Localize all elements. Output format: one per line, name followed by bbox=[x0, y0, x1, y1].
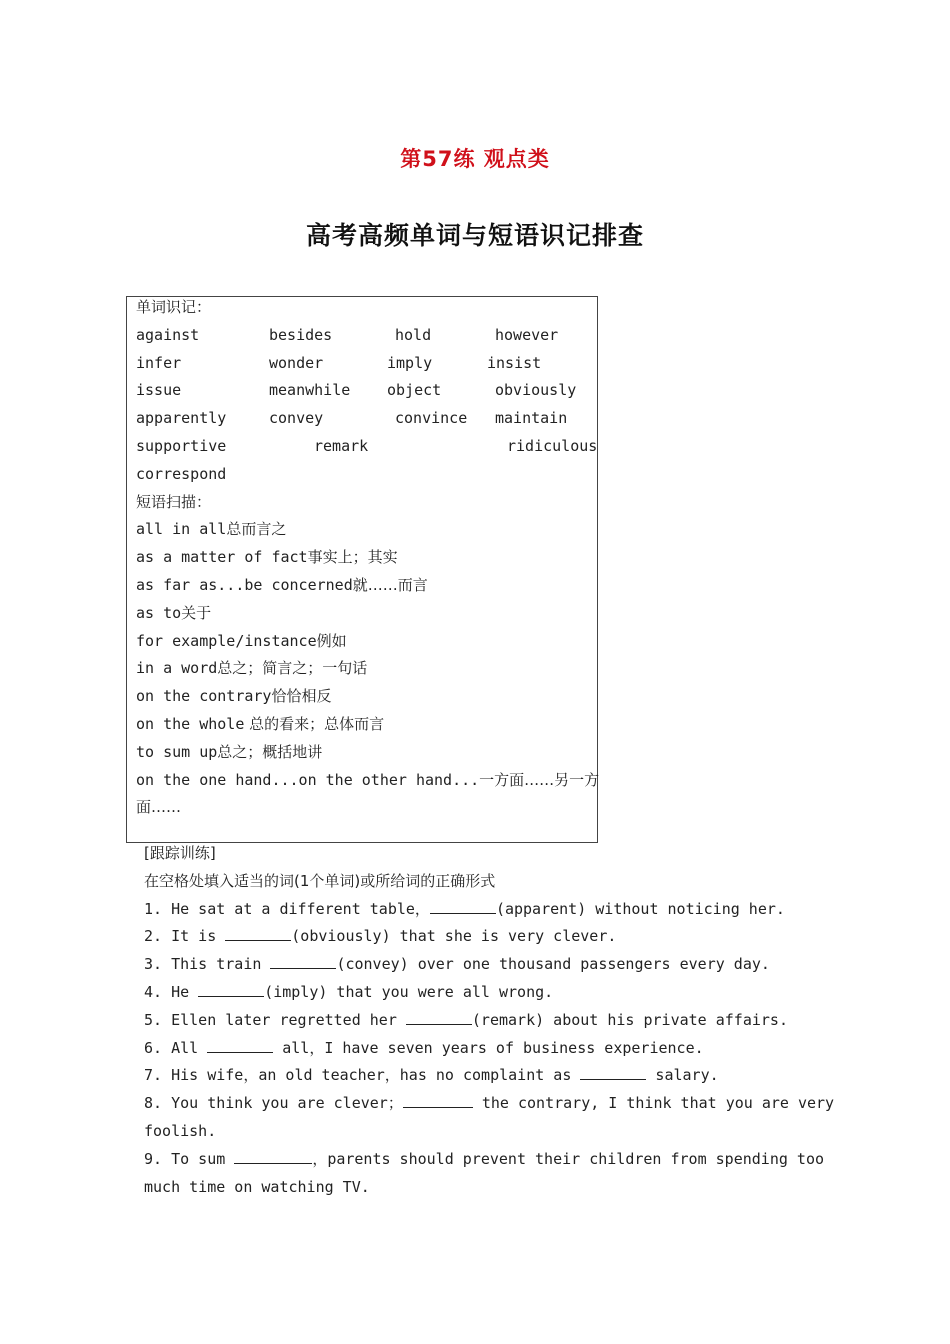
exercise-text: much time on watching TV. bbox=[144, 1177, 370, 1196]
vocab-word: against bbox=[136, 325, 200, 344]
vocab-word: issue bbox=[136, 381, 182, 400]
phrase-chinese: 例如 bbox=[316, 631, 347, 650]
phrase-chinese: 面…… bbox=[136, 798, 182, 817]
answer-blank[interactable] bbox=[225, 926, 291, 941]
answer-blank[interactable] bbox=[234, 1149, 312, 1164]
phrase-row bbox=[136, 547, 398, 567]
phrase-english: as a matter of fact bbox=[136, 548, 308, 567]
exercise-text: the contrary, I think that you are very bbox=[472, 1094, 835, 1113]
vocab-word: obviously bbox=[495, 381, 577, 400]
phrase-chinese: 一方面……另一方 bbox=[479, 770, 600, 789]
phrase-row bbox=[136, 770, 599, 790]
exercise-text: 1. He sat at a different table， bbox=[144, 899, 430, 918]
phrase-row bbox=[136, 714, 384, 734]
exercise-item bbox=[144, 1093, 834, 1113]
exercise-text: 5. Ellen later regretted her bbox=[144, 1010, 406, 1029]
vocab-word: supportive bbox=[136, 437, 227, 455]
exercise-item bbox=[144, 954, 770, 974]
exercise-text: (apparent) without noticing her. bbox=[495, 899, 785, 918]
exercise-text: ，parents should prevent their children from spending too bbox=[312, 1149, 825, 1168]
vocab-word: wonder bbox=[269, 353, 324, 372]
phrase-english: on the contrary bbox=[136, 687, 272, 706]
phrase-label: 短语扫描： bbox=[136, 492, 212, 511]
exercise-text: 2. It is bbox=[144, 927, 226, 946]
exercise-item bbox=[144, 1065, 719, 1085]
exercise-item bbox=[144, 1038, 704, 1058]
phrase-chinese: 总的看来；总体而言 bbox=[244, 715, 385, 733]
answer-blank[interactable] bbox=[207, 1038, 273, 1053]
exercise-continuation bbox=[144, 1121, 216, 1141]
vocab-label: 单词识记： bbox=[136, 298, 212, 316]
vocab-word: maintain bbox=[495, 409, 568, 428]
exercise-item bbox=[144, 899, 785, 919]
vocab-word: besides bbox=[269, 325, 333, 344]
answer-blank[interactable] bbox=[198, 982, 264, 997]
phrase-chinese: 恰恰相反 bbox=[271, 687, 332, 706]
exercise-item bbox=[144, 1149, 824, 1169]
phrase-english: on the one hand...on the other hand... bbox=[136, 770, 480, 789]
vocab-word: convey bbox=[269, 409, 324, 428]
exercise-item bbox=[144, 982, 553, 1002]
section-title: 高考高频单词与短语识记排查 bbox=[305, 221, 644, 250]
vocab-word: hold bbox=[395, 325, 432, 344]
phrase-row bbox=[136, 631, 347, 651]
phrase-chinese: 事实上；其实 bbox=[307, 548, 398, 567]
phrase-row bbox=[136, 658, 367, 678]
exercise-item bbox=[144, 1010, 788, 1030]
exercise-instruction: 在空格处填入适当的词(1个单词)或所给词的正确形式 bbox=[144, 871, 496, 890]
phrase-row bbox=[136, 686, 331, 706]
phrase-row bbox=[136, 797, 181, 817]
exercise-continuation bbox=[144, 1177, 370, 1197]
phrase-chinese: 总之；简言之；一句话 bbox=[217, 659, 368, 678]
phrase-row bbox=[136, 575, 428, 595]
vocab-word: however bbox=[495, 325, 559, 344]
answer-blank[interactable] bbox=[430, 899, 496, 914]
exercise-text: (imply) that you were all wrong. bbox=[264, 983, 554, 1001]
phrase-row bbox=[136, 742, 322, 762]
vocab-word: ridiculous bbox=[507, 437, 598, 455]
exercise-text: (convey) over one thousand passengers every day. bbox=[336, 955, 770, 974]
exercise-text: (obviously) that she is very clever. bbox=[291, 927, 617, 946]
exercise-item bbox=[144, 926, 616, 946]
phrase-chinese: 总之；概括地讲 bbox=[217, 742, 323, 761]
exercise-text: 7. His wife，an old teacher，has no complaint as bbox=[144, 1066, 581, 1085]
phrase-row bbox=[136, 519, 286, 539]
vocab-word: meanwhile bbox=[269, 381, 351, 400]
vocab-word: imply bbox=[387, 353, 433, 372]
exercise-text: all，I have seven years of business experience. bbox=[273, 1038, 704, 1057]
phrase-english: as far as...be concerned bbox=[136, 576, 353, 594]
vocab-word: infer bbox=[136, 353, 182, 372]
phrase-chinese: 总而言之 bbox=[226, 520, 287, 539]
phrase-row bbox=[136, 603, 211, 623]
exercise-header: [跟踪训练] bbox=[144, 844, 216, 862]
lesson-title: 第57练 观点类 bbox=[400, 147, 550, 171]
phrase-english: in a word bbox=[136, 659, 218, 678]
exercise-text: salary. bbox=[646, 1066, 719, 1085]
vocab-word: convince bbox=[395, 409, 468, 428]
phrase-chinese: 就……而言 bbox=[352, 576, 428, 594]
vocab-word: correspond bbox=[136, 464, 227, 483]
answer-blank[interactable] bbox=[580, 1065, 646, 1080]
vocab-word: insist bbox=[487, 353, 542, 372]
exercise-text: 6. All bbox=[144, 1038, 208, 1057]
exercise-text: 4. He bbox=[144, 983, 199, 1001]
answer-blank[interactable] bbox=[403, 1093, 473, 1108]
answer-blank[interactable] bbox=[270, 954, 336, 969]
phrase-english: on the whole bbox=[136, 715, 245, 733]
phrase-english: for example/instance bbox=[136, 631, 317, 650]
exercise-text: 8. You think you are clever； bbox=[144, 1094, 403, 1113]
exercise-text: (remark) about his private affairs. bbox=[471, 1010, 788, 1029]
vocab-word: object bbox=[387, 381, 442, 400]
exercise-text: foolish. bbox=[144, 1122, 217, 1140]
exercise-text: 9. To sum bbox=[144, 1149, 235, 1168]
vocab-word: remark bbox=[314, 437, 369, 455]
phrase-chinese: 关于 bbox=[181, 603, 212, 622]
phrase-english: all in all bbox=[136, 520, 227, 539]
vocab-word: apparently bbox=[136, 409, 227, 428]
answer-blank[interactable] bbox=[406, 1010, 472, 1025]
phrase-english: to sum up bbox=[136, 742, 218, 761]
phrase-english: as to bbox=[136, 603, 182, 622]
exercise-text: 3. This train bbox=[144, 955, 271, 974]
